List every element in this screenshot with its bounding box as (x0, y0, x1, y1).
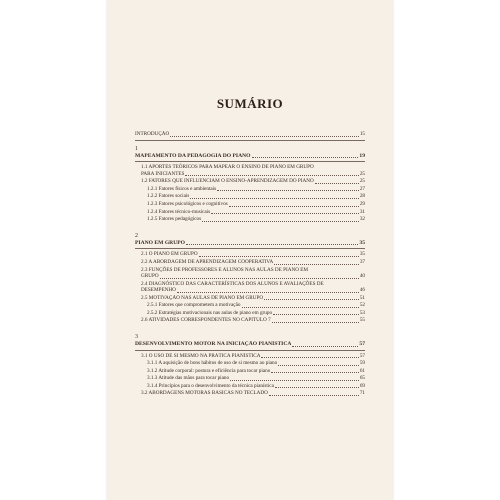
toc-entry-text: 2.4 DIAGNÓSTICO DAS CARACTERÍSTICAS DOS ALUNOS E AVALIAÇÕES DE (141, 280, 324, 287)
toc-entry-text: 2.5.2 Estratégias motivacionais nas aulas de piano em grupo (147, 309, 273, 316)
toc-entry-page: 46 (359, 286, 365, 293)
chapter-gap (135, 224, 365, 228)
toc-entry-text: 1.2.1 Fatores físicos e ambientais (147, 185, 217, 192)
toc-entry (135, 360, 365, 368)
toc-entry-text: 1.2.5 Fatores pedagógicos (147, 216, 202, 223)
toc-entry (135, 178, 365, 186)
toc-entry-page: 35 (359, 251, 365, 258)
toc-entry (135, 287, 365, 295)
toc-entry (135, 390, 365, 398)
toc-entry-page: 25 (359, 178, 365, 185)
toc-entry-continuation: GRUPO (141, 272, 159, 279)
toc-entry (135, 310, 365, 318)
section-rule (135, 140, 365, 141)
leader-dots (275, 387, 359, 388)
leader-dots (229, 206, 359, 207)
toc-entry-text: 3.1.4 Princípios para o desenvolvimento da técnica pianística (147, 382, 274, 389)
toc-entry-page: 59 (359, 360, 365, 367)
toc-entry (135, 273, 365, 281)
toc-entry-page: 65 (359, 375, 365, 382)
toc-entry (135, 295, 365, 303)
toc-entry-text: 3.1 O USO DE SI MESMO NA PRÁTICA PIANÍSTICA (141, 352, 261, 359)
toc-entry-text: 3.2 ABORDAGENS MOTORAS BÁSICAS NO TECLADO (141, 390, 268, 397)
section-rule (135, 248, 365, 249)
chapter-number: 3 (135, 333, 138, 340)
toc-entry-page: 51 (359, 294, 365, 301)
toc-entry-page: 55 (359, 317, 365, 324)
toc-entry-page: 28 (359, 193, 365, 200)
leader-dots (315, 183, 359, 184)
toc-entry-text: 2.5.1 Fatores que comprometem a motivação (147, 302, 241, 309)
toc-entry (135, 259, 365, 267)
toc-entry-text: 2.5 MOTIVAÇÃO NAS AULAS DE PIANO EM GRUPO (141, 294, 264, 301)
leader-dots (199, 256, 359, 257)
toc-entry-page: 37 (359, 258, 365, 265)
leader-dots (211, 213, 359, 214)
leader-dots (170, 136, 359, 137)
chapter-page: 35 (359, 239, 365, 246)
toc-entry (135, 302, 365, 310)
section-rule (135, 350, 365, 351)
toc-entry (135, 368, 365, 376)
toc-entry-text: 1.2.2 Fatores sociais (147, 193, 190, 200)
toc-entry-text: 3.1.2 Atitude corporal: postura e eficiência para tocar piano (147, 367, 271, 374)
toc-entry-page: 27 (359, 185, 365, 192)
toc-entry-text: 2.1 O PIANO EM GRUPO (141, 251, 198, 258)
chapter-gap (135, 325, 365, 329)
leader-dots (230, 380, 359, 381)
chapter-title: DESENVOLVIMENTO MOTOR NA INICIAÇÃO PIANÍSTICA (135, 340, 292, 347)
chapter-page: 19 (359, 152, 365, 159)
toc-intro (135, 131, 365, 139)
leader-dots (252, 157, 359, 158)
chapter-list (135, 146, 365, 398)
leader-dots (271, 372, 359, 373)
toc-entry-page: 31 (359, 208, 365, 215)
chapter-number: 1 (135, 145, 138, 152)
chapter-title-row (135, 240, 365, 248)
toc-entry-page: 53 (359, 309, 365, 316)
toc-entry (135, 193, 365, 201)
chapter-title: PIANO EM GRUPO (135, 239, 186, 246)
toc-entry (135, 209, 365, 217)
toc-entry-page: 52 (359, 302, 365, 309)
toc-entry (135, 383, 365, 391)
toc-entry-text: 2.3 FUNÇÕES DE PROFESSORES E ALUNOS NAS AULAS DE PIANO EM (141, 266, 309, 273)
toc-intro-page: 15 (359, 131, 365, 137)
toc-entry (135, 171, 365, 179)
leader-dots (269, 395, 359, 396)
section-rule (135, 161, 365, 162)
chapter-title-row (135, 153, 365, 161)
leader-dots (273, 314, 359, 315)
leader-dots (190, 198, 358, 199)
toc-entry-text: 1.2.3 Fatores psicológicos e cognitivos (147, 200, 228, 207)
toc-entry (135, 353, 365, 361)
leader-dots (261, 357, 358, 358)
leader-dots (272, 322, 359, 323)
leader-dots (274, 264, 359, 265)
toc-entry-text: 2.6 ATIVIDADES CORRESPONDENTES NO CAPÍTULO 7 (141, 317, 271, 324)
toc-entry-page: 61 (359, 367, 365, 374)
leader-dots (177, 292, 359, 293)
leader-dots (217, 190, 359, 191)
leader-dots (278, 365, 359, 366)
chapter-number: 2 (135, 232, 138, 239)
toc-entry-continuation: PARA INICIANTES (141, 170, 185, 177)
toc-entry (135, 251, 365, 259)
book-page (107, 0, 393, 500)
leader-dots (186, 244, 358, 245)
toc-entry-page: 32 (359, 216, 365, 223)
toc-entry (135, 375, 365, 383)
toc-entry-page: 69 (359, 382, 365, 389)
toc-entry-page: 25 (359, 170, 365, 177)
toc-entry (135, 317, 365, 325)
toc-entry-page: 40 (359, 272, 365, 279)
toc-entry-text: 3.1.1 A aquisição de bons hábitos de uso de si mesmo ao piano (147, 360, 278, 367)
page-title: SUMÁRIO (216, 96, 284, 111)
toc-entry-continuation: DESEMPENHO (141, 286, 176, 293)
chapter-page: 57 (359, 340, 365, 347)
toc-entry-text: 1.2 FATORES QUE INFLUENCIAM O ENSINO-APRENDIZAGEM DO PIANO (141, 178, 314, 185)
toc-entry-text: 3.1.3 Atitude das mãos para tocar piano (147, 375, 230, 382)
leader-dots (160, 278, 359, 279)
toc-entry (135, 216, 365, 224)
toc-entry-text: 1.2.4 Fatores técnico-musicais (147, 208, 211, 215)
toc-entry-page: 29 (359, 200, 365, 207)
toc-entry-page: 71 (359, 390, 365, 397)
toc-entry (135, 186, 365, 194)
toc-entry-page: 57 (359, 352, 365, 359)
toc-entry (135, 201, 365, 209)
leader-dots (202, 221, 359, 222)
leader-dots (242, 307, 359, 308)
toc-intro-text: INTRODUÇÃO (135, 131, 170, 137)
toc-entry-text: 1.1 APORTES TEÓRICOS PARA MAPEAR O ENSINO DE PIANO EM GRUPO (141, 164, 314, 171)
table-of-contents (135, 131, 365, 398)
chapter-title-row (135, 341, 365, 349)
chapter-title: MAPEAMENTO DA PEDAGOGIA DO PIANO (135, 152, 251, 159)
toc-entry-text: 2.2 A ABORDAGEM DE APRENDIZAGEM COOPERATIVA (141, 258, 274, 265)
leader-dots (292, 346, 358, 347)
leader-dots (264, 299, 359, 300)
leader-dots (185, 175, 358, 176)
